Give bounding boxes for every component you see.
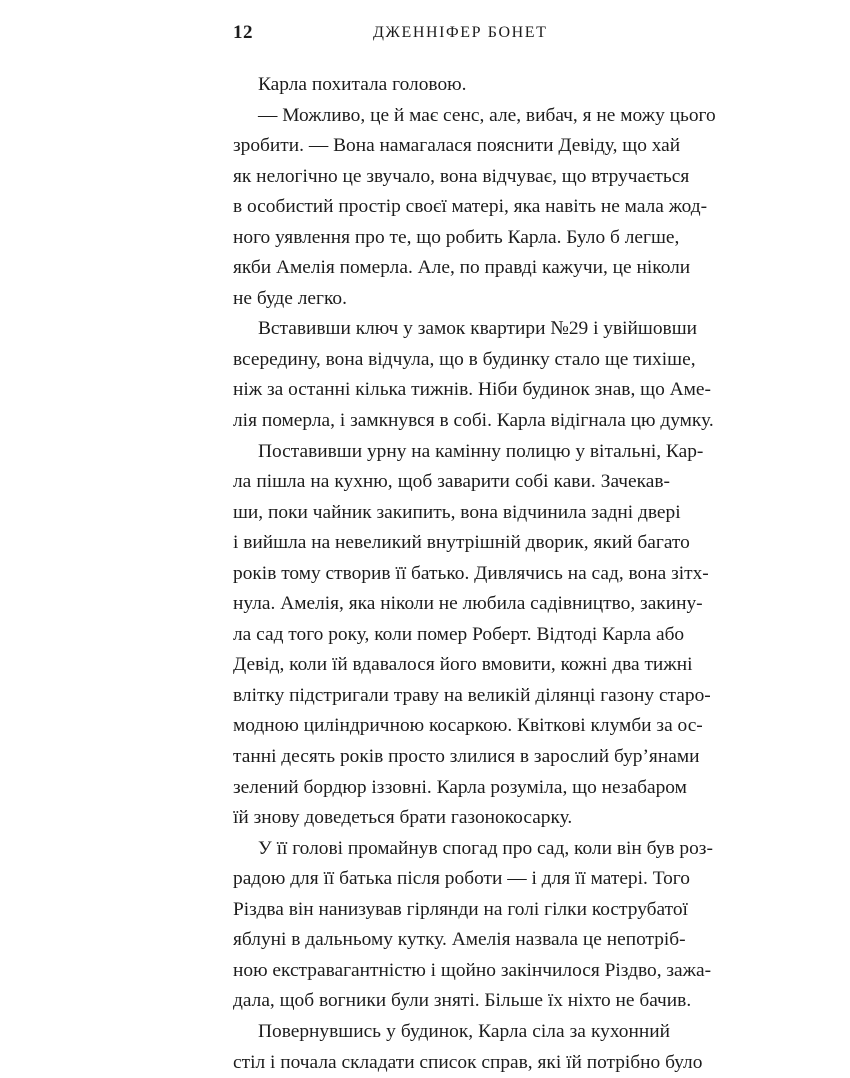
text-line: радою для її батька після роботи — і для її матері. Того — [233, 864, 670, 895]
text-line: яблуні в дальньому кутку. Амелія назвала це непотріб- — [233, 925, 670, 956]
text-line: не буде легко. — [233, 284, 670, 315]
text-line: в особистий простір своєї матері, яка навіть не мала жод- — [233, 192, 670, 223]
text-line: танні десять років просто злилися в зарослий бур’янами — [233, 742, 670, 773]
text-line: нула. Амелія, яка ніколи не любила садівництво, закину- — [233, 589, 670, 620]
text-line: Карла похитала головою. — [233, 70, 670, 101]
text-line: Вставивши ключ у замок квартири №29 і увійшовши — [233, 314, 670, 345]
text-line: ною екстравагантністю і щойно закінчилося Різдво, зажа- — [233, 956, 670, 987]
text-line: стіл і почала складати список справ, які їй потрібно було — [233, 1048, 670, 1078]
page-number: 12 — [233, 22, 253, 44]
text-line: якби Амелія померла. Але, по правді кажучи, це ніколи — [233, 253, 670, 284]
text-line: лія померла, і замкнувся в собі. Карла відігнала цю думку. — [233, 406, 670, 437]
text-line: Повернувшись у будинок, Карла сіла за кухонний — [233, 1017, 670, 1048]
text-line: всередину, вона відчула, що в будинку стало ще тихіше, — [233, 345, 670, 376]
text-line: модною циліндричною косаркою. Квіткові клумби за ос- — [233, 711, 670, 742]
text-line: дала, щоб вогники були зняті. Більше їх ніхто не бачив. — [233, 986, 670, 1017]
text-line: ла сад того року, коли помер Роберт. Відтоді Карла або — [233, 620, 670, 651]
text-line: ла пішла на кухню, щоб заварити собі кави. Зачекав- — [233, 467, 670, 498]
text-line: ніж за останні кілька тижнів. Ніби будинок знав, що Аме- — [233, 375, 670, 406]
text-line: — Можливо, це й має сенс, але, вибач, я не можу цього — [233, 101, 670, 132]
text-line: років тому створив її батько. Дивлячись на сад, вона зітх- — [233, 559, 670, 590]
author-name: ДЖЕННІФЕР БОНЕТ — [373, 24, 548, 42]
text-line: їй знову доведеться брати газонокосарку. — [233, 803, 670, 834]
text-line: і вийшла на невеликий внутрішній дворик, який багато — [233, 528, 670, 559]
text-line: Девід, коли їй вдавалося його вмовити, кожні два тижні — [233, 650, 670, 681]
text-line: зелений бордюр іззовні. Карла розуміла, що незабаром — [233, 773, 670, 804]
text-line: влітку підстригали траву на великій ділянці газону старо- — [233, 681, 670, 712]
text-line: ного уявлення про те, що робить Карла. Було б легше, — [233, 223, 670, 254]
text-line: Різдва він нанизував гірлянди на голі гілки кострубатої — [233, 895, 670, 926]
body-text — [233, 70, 670, 1078]
text-line: У її голові промайнув спогад про сад, коли він був роз- — [233, 834, 670, 865]
text-line: як нелогічно це звучало, вона відчуває, що втручається — [233, 162, 670, 193]
text-line: ши, поки чайник закипить, вона відчинила задні двері — [233, 498, 670, 529]
text-line: зробити. — Вона намагалася пояснити Девіду, що хай — [233, 131, 670, 162]
text-line: Поставивши урну на камінну полицю у вітальні, Кар- — [233, 437, 670, 468]
running-head — [233, 22, 673, 48]
